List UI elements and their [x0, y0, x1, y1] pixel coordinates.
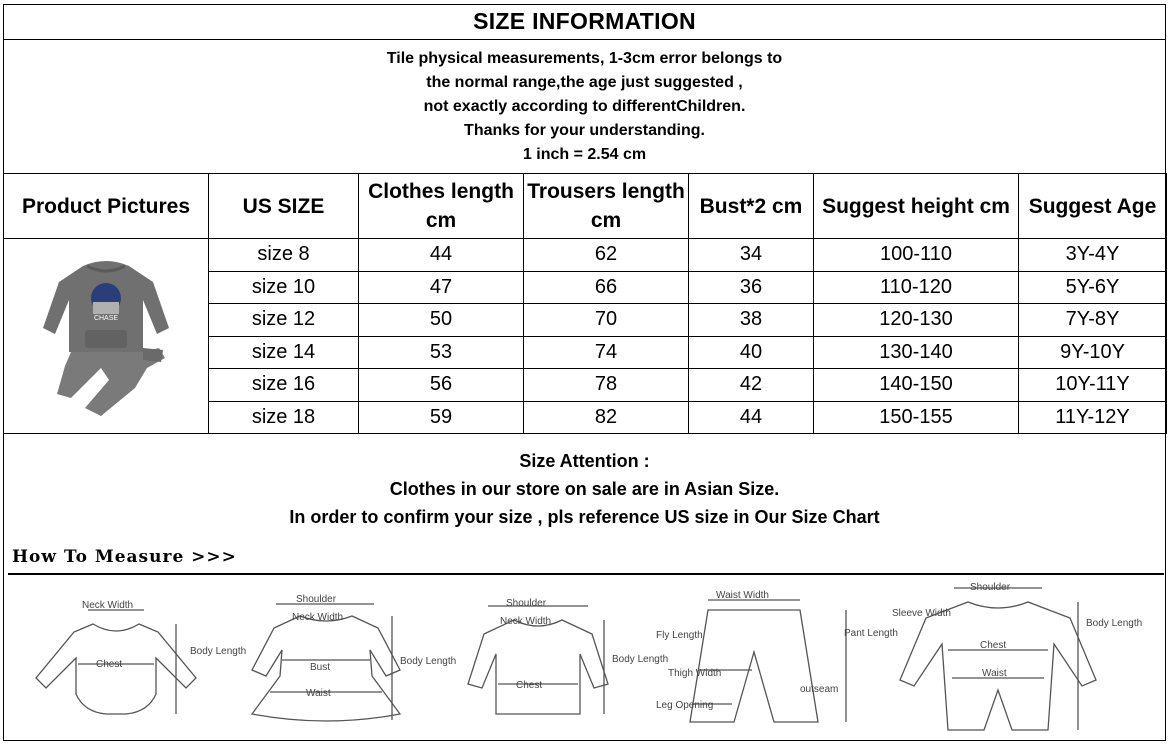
label-body-length: Body Length: [612, 654, 669, 665]
note-line: the normal range,the age just suggested ,: [426, 73, 743, 91]
divider: [8, 573, 1164, 575]
label-sleeve-width: Sleeve Width: [892, 608, 951, 619]
label-body-length: Body Length: [1086, 618, 1143, 629]
label-shoulder: Shoulder: [296, 594, 337, 605]
cell-bust: 44: [689, 401, 814, 434]
cell-us-size: size 18: [209, 401, 359, 434]
label-waist: Waist: [306, 688, 331, 699]
cell-suggest-age: 7Y-8Y: [1019, 304, 1167, 337]
cell-suggest-height: 120-130: [814, 304, 1019, 337]
cell-trousers-length: 70: [524, 304, 689, 337]
header-clothes-length: Clothes length cm: [359, 174, 524, 239]
label-fly-length: Fly Length: [656, 630, 703, 641]
pants-diagram: [690, 600, 846, 722]
note-line: Thanks for your understanding.: [464, 121, 705, 139]
product-logo-text: CHASE: [93, 315, 119, 322]
attention-line: In order to confirm your size , pls reference US size in Our Size Chart: [289, 507, 880, 527]
measurement-notes: [3, 40, 1166, 173]
header-suggest-height: Suggest height cm: [814, 174, 1019, 239]
cell-bust: 40: [689, 336, 814, 369]
size-table: [3, 173, 1167, 434]
cell-bust: 38: [689, 304, 814, 337]
label-bust: Bust: [310, 662, 331, 673]
cell-us-size: size 16: [209, 369, 359, 402]
header-us-size: US SIZE: [209, 174, 359, 239]
size-attention: [3, 447, 1166, 531]
cell-bust: 36: [689, 271, 814, 304]
cell-suggest-age: 9Y-10Y: [1019, 336, 1167, 369]
cell-us-size: size 14: [209, 336, 359, 369]
cell-suggest-height: 150-155: [814, 401, 1019, 434]
cell-trousers-length: 66: [524, 271, 689, 304]
cell-trousers-length: 78: [524, 369, 689, 402]
cell-us-size: size 12: [209, 304, 359, 337]
label-chest: Chest: [980, 640, 1007, 651]
note-line: not exactly according to differentChildren.: [423, 97, 746, 115]
label-pant-length: Pant Length: [844, 628, 898, 639]
cell-suggest-age: 3Y-4Y: [1019, 239, 1167, 272]
cell-bust: 42: [689, 369, 814, 402]
cell-bust: 34: [689, 239, 814, 272]
label-neck-width: Neck Width: [82, 600, 134, 611]
label-shoulder: Shoulder: [506, 598, 547, 609]
label-body-length: Body Length: [400, 656, 457, 667]
label-outseam: outseam: [800, 684, 839, 695]
label-neck-width: Neck Width: [292, 612, 344, 623]
cell-clothes-length: 56: [359, 369, 524, 402]
cell-clothes-length: 47: [359, 271, 524, 304]
cell-suggest-height: 110-120: [814, 271, 1019, 304]
note-line: 1 inch = 2.54 cm: [522, 145, 647, 163]
table-row: [4, 239, 1167, 272]
cell-us-size: size 8: [209, 239, 359, 272]
header-bust: Bust*2 cm: [689, 174, 814, 239]
label-waist: Waist: [982, 668, 1007, 679]
label-chest: Chest: [96, 659, 123, 670]
label-leg-opening: Leg Opening: [656, 700, 714, 711]
label-body-length: Body Length: [190, 646, 247, 657]
cell-clothes-length: 53: [359, 336, 524, 369]
attention-heading: Size Attention :: [519, 451, 650, 471]
cell-trousers-length: 62: [524, 239, 689, 272]
cell-suggest-age: 11Y-12Y: [1019, 401, 1167, 434]
label-waist-width: Waist Width: [716, 590, 769, 601]
measurement-diagrams: [8, 580, 1164, 738]
note-line: Tile physical measurements, 1-3cm error belongs to: [386, 49, 783, 67]
header-product-pictures: Product Pictures: [4, 174, 209, 239]
label-neck-width: Neck Width: [500, 616, 552, 627]
label-shoulder: Shoulder: [970, 582, 1011, 593]
product-image: [31, 248, 181, 418]
how-to-measure-heading: How To Measure >>>: [12, 547, 237, 567]
cell-clothes-length: 50: [359, 304, 524, 337]
cell-suggest-height: 140-150: [814, 369, 1019, 402]
product-picture-cell: [4, 239, 209, 434]
cell-clothes-length: 59: [359, 401, 524, 434]
header-trousers-length: Trousers length cm: [524, 174, 689, 239]
cell-suggest-height: 130-140: [814, 336, 1019, 369]
label-chest: Chest: [516, 680, 543, 691]
cell-trousers-length: 82: [524, 401, 689, 434]
label-thigh-width: Thigh Width: [668, 668, 722, 679]
cell-suggest-height: 100-110: [814, 239, 1019, 272]
page-title: SIZE INFORMATION: [3, 4, 1166, 40]
cell-suggest-age: 5Y-6Y: [1019, 271, 1167, 304]
cell-clothes-length: 44: [359, 239, 524, 272]
attention-line: Clothes in our store on sale are in Asian Size.: [389, 479, 780, 499]
cell-suggest-age: 10Y-11Y: [1019, 369, 1167, 402]
cell-trousers-length: 74: [524, 336, 689, 369]
table-header-row: [4, 174, 1167, 239]
header-suggest-age: Suggest Age: [1019, 174, 1167, 239]
cell-us-size: size 10: [209, 271, 359, 304]
